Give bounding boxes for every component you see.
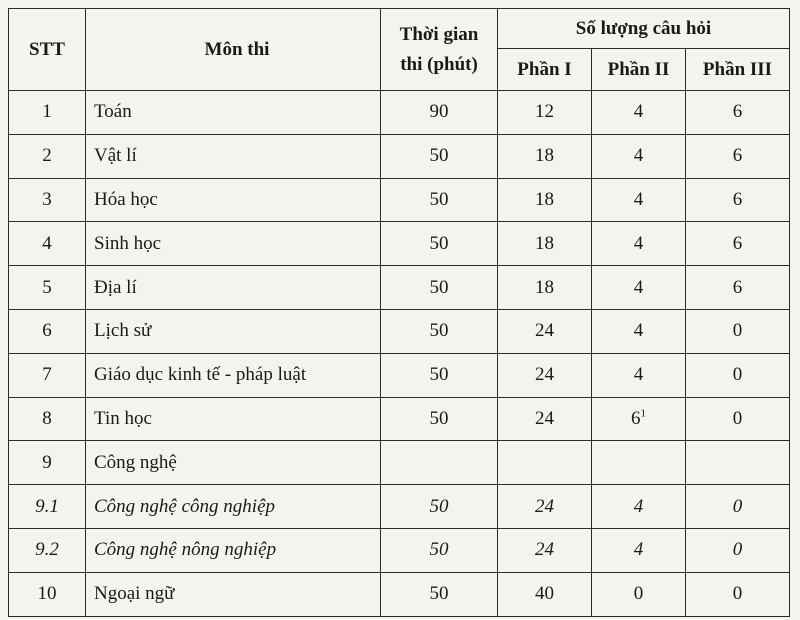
- row-subject: [86, 397, 381, 441]
- row-time: [381, 266, 498, 310]
- header-part3: Phần III: [686, 49, 790, 91]
- row-stt: [9, 528, 86, 572]
- row-time: [381, 353, 498, 397]
- row-part1: [498, 178, 592, 222]
- row-time-text: 50: [429, 232, 449, 254]
- row-part2-text: 4: [633, 145, 644, 167]
- row-part3-text: 6: [732, 145, 743, 167]
- row-time: [381, 572, 498, 616]
- row-part2-text: 4: [633, 232, 644, 254]
- row-subject-text: Công nghệ công nghiệp: [94, 495, 276, 517]
- header-exam-time: [381, 9, 498, 91]
- row-part2: [592, 178, 686, 222]
- row-stt: [9, 309, 86, 353]
- row-part3: [686, 178, 790, 222]
- row-stt-text: 9.1: [35, 495, 59, 517]
- row-stt-text: 7: [42, 364, 52, 386]
- row-stt: [9, 572, 86, 616]
- row-part2-text: 4: [633, 364, 644, 386]
- header-time-line1: Thời gian: [399, 24, 479, 46]
- header-stt: STT: [9, 9, 86, 91]
- row-part3: [686, 266, 790, 310]
- row-time-text: 50: [429, 583, 449, 605]
- row-part3-text: 6: [732, 232, 743, 254]
- table-row: [9, 266, 790, 310]
- row-part2-text: 4: [633, 320, 644, 342]
- row-time-text: 50: [429, 320, 449, 342]
- row-stt: [9, 134, 86, 178]
- header-part1: Phần I: [498, 49, 592, 91]
- row-part2: [592, 266, 686, 310]
- row-part3-text: 0: [732, 407, 743, 429]
- row-part2-text: 6: [631, 407, 641, 429]
- table-row: [9, 309, 790, 353]
- row-part3-text: 0: [732, 495, 743, 517]
- row-subject-text: Hóa học: [94, 188, 158, 210]
- row-part1: [498, 572, 592, 616]
- row-part3-text: 0: [732, 320, 743, 342]
- row-part2-text: 0: [633, 583, 644, 605]
- row-part2: [592, 441, 686, 485]
- row-part1: [498, 222, 592, 266]
- row-subject: [86, 572, 381, 616]
- row-part2-text: 4: [633, 539, 644, 561]
- row-part1-text: 12: [535, 101, 554, 123]
- row-part3-text: 6: [732, 276, 743, 298]
- row-part2-text: 4: [633, 495, 644, 517]
- row-stt-text: 9.2: [35, 539, 59, 561]
- header-part2: Phần II: [592, 49, 686, 91]
- row-subject: [86, 178, 381, 222]
- row-part3: [686, 485, 790, 529]
- row-time: [381, 309, 498, 353]
- row-stt: [9, 266, 86, 310]
- row-time: [381, 441, 498, 485]
- row-part2-text: 4: [633, 188, 644, 210]
- header-question-count: Số lượng câu hỏi: [498, 9, 790, 49]
- row-part3-text: 0: [732, 583, 743, 605]
- row-stt-text: 6: [42, 320, 52, 342]
- row-time-text: 50: [429, 539, 449, 561]
- row-part2-text: 4: [633, 276, 644, 298]
- row-part1-text: 40: [535, 583, 554, 605]
- row-part1-text: 24: [535, 364, 554, 386]
- row-part1-text: 24: [535, 320, 554, 342]
- row-part2: [592, 572, 686, 616]
- row-stt-text: 5: [42, 276, 52, 298]
- row-part3-text: 6: [732, 101, 743, 123]
- row-part3: [686, 309, 790, 353]
- row-part2: [592, 353, 686, 397]
- row-time: [381, 134, 498, 178]
- row-time: [381, 528, 498, 572]
- table-body: [9, 91, 790, 617]
- row-time: [381, 178, 498, 222]
- row-part3: [686, 91, 790, 135]
- table-row: [9, 528, 790, 572]
- row-part2: [592, 485, 686, 529]
- row-subject: [86, 528, 381, 572]
- row-part3: [686, 572, 790, 616]
- row-part3: [686, 528, 790, 572]
- row-subject-text: Sinh học: [94, 232, 162, 254]
- row-stt: [9, 397, 86, 441]
- row-stt-text: 9: [42, 451, 52, 473]
- row-part3-text: 0: [732, 364, 743, 386]
- row-stt-text: 1: [42, 101, 52, 123]
- row-part3: [686, 397, 790, 441]
- row-subject-text: Ngoại ngữ: [94, 583, 175, 605]
- row-part1: [498, 353, 592, 397]
- row-time-text: 50: [429, 145, 449, 167]
- row-subject: [86, 309, 381, 353]
- row-part1: [498, 397, 592, 441]
- row-time-text: 50: [429, 276, 449, 298]
- row-subject: [86, 485, 381, 529]
- row-part3: [686, 441, 790, 485]
- exam-table-sheet: [8, 8, 790, 617]
- row-part2: [592, 134, 686, 178]
- table-row: [9, 178, 790, 222]
- row-part1-text: 24: [535, 495, 554, 517]
- header-subject: Môn thi: [86, 9, 381, 91]
- table-row: [9, 485, 790, 529]
- row-stt: [9, 441, 86, 485]
- row-part3-text: 0: [732, 539, 743, 561]
- row-stt: [9, 91, 86, 135]
- row-subject: [86, 134, 381, 178]
- row-part1: [498, 441, 592, 485]
- row-part1: [498, 485, 592, 529]
- exam-structure-table: [8, 8, 790, 617]
- row-stt: [9, 222, 86, 266]
- row-part2: [592, 222, 686, 266]
- row-part1: [498, 309, 592, 353]
- table-row: [9, 353, 790, 397]
- row-subject-text: Lịch sử: [94, 320, 152, 342]
- table-header-row: [9, 9, 790, 49]
- row-part2: [592, 528, 686, 572]
- row-time: [381, 91, 498, 135]
- row-time-text: 50: [429, 495, 449, 517]
- row-stt-text: 3: [42, 188, 52, 210]
- row-part1: [498, 134, 592, 178]
- row-part3: [686, 353, 790, 397]
- row-time: [381, 397, 498, 441]
- row-stt: [9, 353, 86, 397]
- row-part1-text: 24: [535, 407, 554, 429]
- row-subject-text: Công nghệ: [94, 451, 177, 473]
- row-part1-text: 18: [535, 232, 554, 254]
- row-time-text: 50: [429, 364, 449, 386]
- table-row: [9, 222, 790, 266]
- row-subject: [86, 266, 381, 310]
- table-row: [9, 441, 790, 485]
- row-stt: [9, 178, 86, 222]
- row-part3-text: 6: [732, 188, 743, 210]
- row-part1: [498, 91, 592, 135]
- row-part2: [592, 309, 686, 353]
- table-row: [9, 572, 790, 616]
- row-part1-text: 18: [535, 145, 554, 167]
- row-part1: [498, 266, 592, 310]
- row-part2-text: 4: [633, 101, 644, 123]
- row-stt-text: 10: [37, 583, 57, 605]
- row-part1-text: 18: [535, 276, 554, 298]
- row-part1: [498, 528, 592, 572]
- table-row: [9, 397, 790, 441]
- header-time-line2: thi (phút): [400, 53, 478, 75]
- row-subject: [86, 441, 381, 485]
- row-subject-text: Vật lí: [94, 145, 137, 167]
- row-stt-text: 8: [42, 407, 52, 429]
- row-part2: [592, 91, 686, 135]
- table-row: [9, 134, 790, 178]
- row-subject-text: Giáo dục kinh tế - pháp luật: [94, 364, 307, 386]
- row-subject: [86, 222, 381, 266]
- row-time-text: 50: [429, 407, 449, 429]
- row-time: [381, 222, 498, 266]
- row-subject-text: Địa lí: [94, 276, 137, 298]
- row-time-text: 90: [429, 101, 449, 123]
- row-time: [381, 485, 498, 529]
- row-stt-text: 4: [42, 232, 52, 254]
- row-stt-text: 2: [42, 145, 52, 167]
- row-subject-text: Toán: [94, 101, 132, 123]
- row-part2: [592, 397, 686, 441]
- row-part3: [686, 134, 790, 178]
- row-stt: [9, 485, 86, 529]
- row-subject: [86, 91, 381, 135]
- row-subject: [86, 353, 381, 397]
- table-row: [9, 91, 790, 135]
- row-time-text: 50: [429, 188, 449, 210]
- row-part1-text: 24: [535, 539, 554, 561]
- row-subject-text: Tin học: [94, 407, 152, 429]
- row-subject-text: Công nghệ nông nghiệp: [94, 539, 277, 561]
- row-part3: [686, 222, 790, 266]
- footnote-marker: 1: [640, 407, 646, 420]
- row-part1-text: 18: [535, 188, 554, 210]
